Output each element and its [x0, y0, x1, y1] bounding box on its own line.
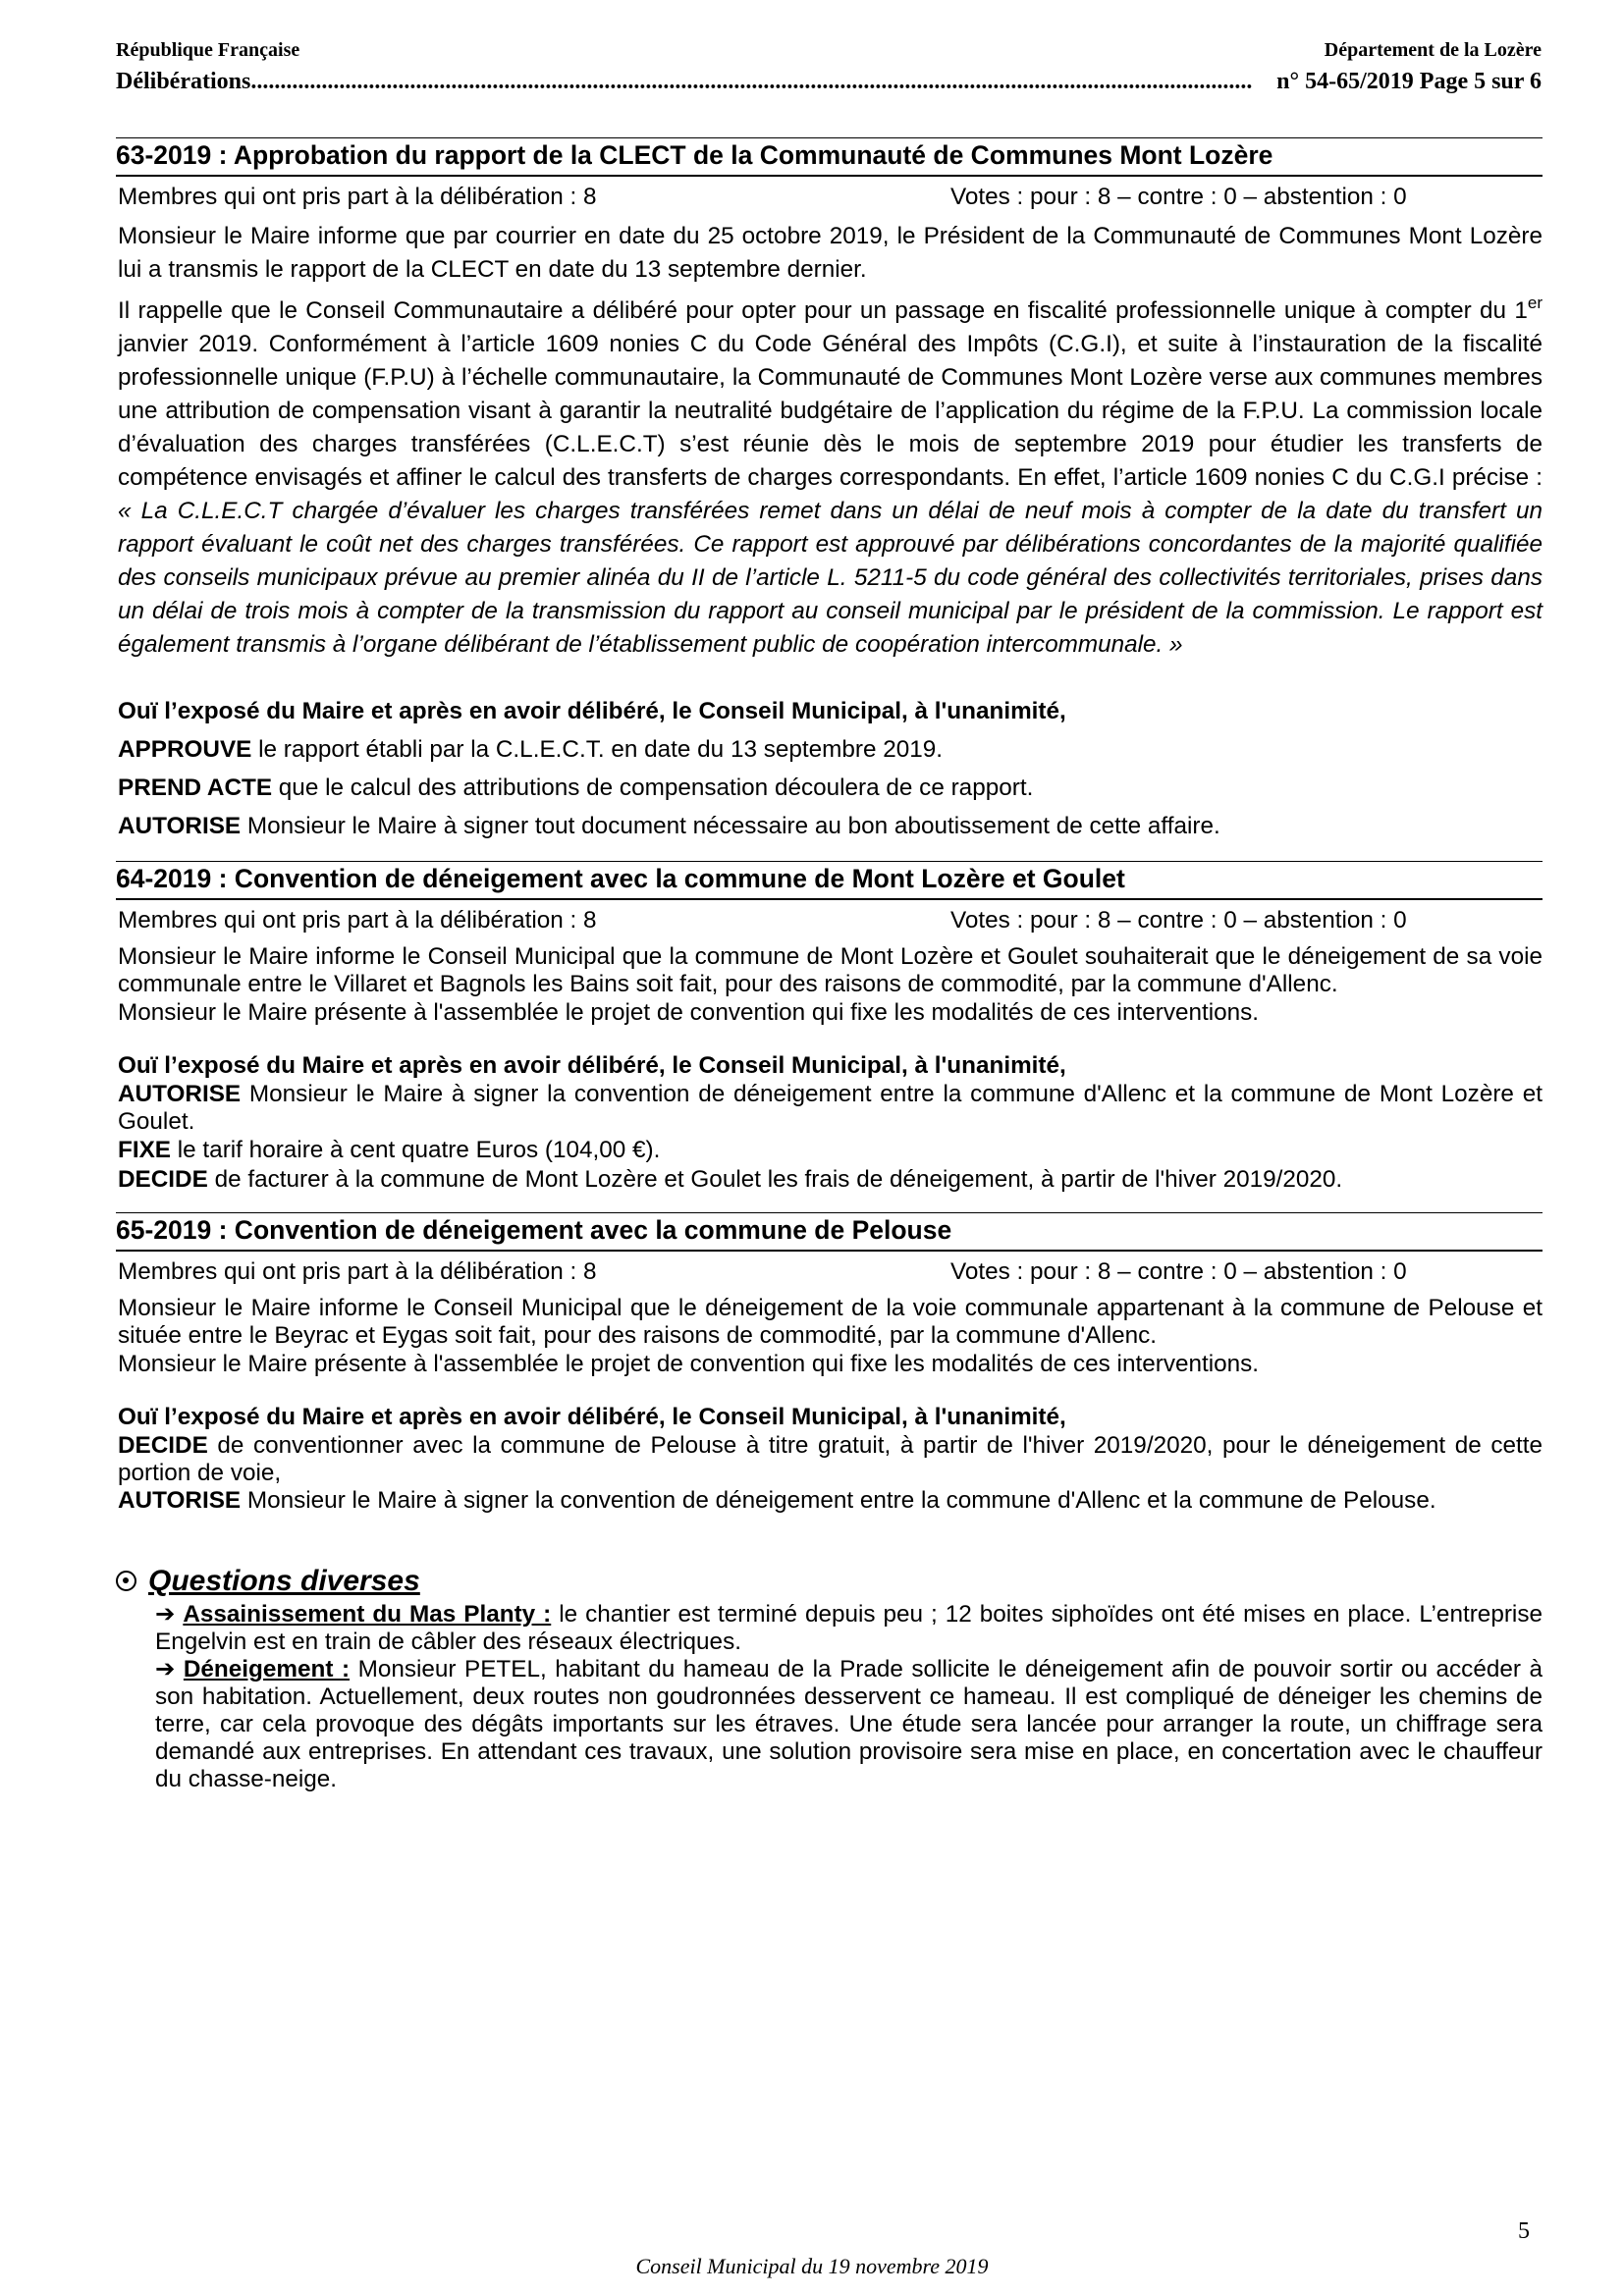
question-item: [118, 1601, 1543, 1656]
document-body: [116, 137, 1543, 1793]
question-text: le chantier est terminé depuis peu ; 12 boites siphoïdes ont été mises en place. L’entreprise Engelvin est en train de câbler des réseaux électriques.: [155, 1601, 1543, 1655]
decision-text: que le calcul des attributions de compensation découlera de ce rapport.: [272, 774, 1034, 801]
decision-item: [118, 733, 1543, 767]
decision-keyword: FIXE: [118, 1137, 172, 1163]
paragraph-text: Il rappelle que le Conseil Communautaire a délibéré pour opter pour un passage en fiscalité professionnelle unique à compter du 1: [118, 297, 1528, 324]
decision-keyword: DECIDE: [118, 1166, 208, 1193]
members-count: Membres qui ont pris part à la délibération : 8: [118, 184, 597, 210]
members-count: Membres qui ont pris part à la délibération : 8: [118, 907, 597, 934]
questions-diverses: [116, 1564, 1543, 1793]
questions-heading: [116, 1564, 1543, 1601]
paragraph: Monsieur le Maire informe le Conseil Municipal que le déneigement de la voie communale appartenant à la commune de Pelouse et située entre le Beyrac et Eygas soit fait, pour des raisons de commodité, par la commune d'Allenc.: [118, 1295, 1543, 1349]
decision-item: [118, 1432, 1543, 1487]
quote-text: « La C.L.E.C.T chargée d’évaluer les charges transférées remet dans un délai de neuf mois à compter de la date du transfert un rapport évaluant le coût net des charges transférées. Ce rapport est approuvé par délibérations concordantes de la majorité qualifiée des conseils municipaux prévue au premier alinéa du II de l’article L. 5211-5 du code général des collectivités territoriales, prises dans un délai de trois mois à compter de la transmission du rapport au conseil municipal par le président de la commission. Le rapport est également transmis à l’organe délibérant de l’établissement public de coopération intercommunale. »: [118, 498, 1543, 658]
decision-text: de conventionner avec la commune de Pelouse à titre gratuit, à partir de l'hiver 2019/2020, pour le déneigement de cette portion de voie,: [118, 1432, 1543, 1486]
question-label: Assainissement du Mas Planty :: [183, 1601, 552, 1628]
paragraph: Monsieur le Maire présente à l'assemblée le projet de convention qui fixe les modalités de ces interventions.: [118, 1351, 1260, 1377]
paragraph: [118, 294, 1543, 662]
decision-item: [118, 1136, 1543, 1165]
question-item: [118, 1656, 1543, 1793]
decision-text: le tarif horaire à cent quatre Euros (104,00 €).: [171, 1137, 661, 1163]
section-meta: [116, 181, 1543, 214]
circle-bullet-icon: [116, 1571, 136, 1591]
question-text: Monsieur PETEL, habitant du hameau de la Prade sollicite le déneigement afin de pouvoir sortir ou accéder à son habitation. Actuellement, deux routes non goudronnées desservent ce hameau. Il est compliqué de déneiger les chemins de terre, car cela provoque des dégâts importants sur les étraves. Une étude sera lancée pour arranger la route, un chiffrage sera demandé aux entreprises. En attendant ces travaux, une solution provisoire sera mise en place, en concertation avec le chauffeur du chasse-neige.: [155, 1656, 1543, 1792]
paragraph: Monsieur le Maire informe que par courrier en date du 25 octobre 2019, le Président de la Communauté de Communes Mont Lozère lui a transmis le rapport de la CLECT en date du 13 septembre dernier.: [118, 223, 1543, 283]
decision-text: de facturer à la commune de Mont Lozère et Goulet les frais de déneigement, à partir de l'hiver 2019/2020.: [207, 1166, 1343, 1193]
votes-summary: Votes : pour : 8 – contre : 0 – abstention : 0: [950, 907, 1407, 934]
paragraph: Monsieur le Maire présente à l'assemblée le projet de convention qui fixe les modalités de ces interventions.: [118, 999, 1260, 1026]
decision-item: [118, 1081, 1543, 1136]
section-meta: [116, 1255, 1543, 1289]
arrow-right-icon: ➔: [155, 1656, 176, 1682]
section-title: 65-2019 : Convention de déneigement avec la commune de Pelouse: [116, 1213, 1543, 1252]
section-meta: [116, 904, 1543, 937]
decision-item: [118, 810, 1543, 843]
section-title: 64-2019 : Convention de déneigement avec la commune de Mont Lozère et Goulet: [116, 862, 1543, 900]
deliberation-63: [116, 137, 1543, 843]
votes-summary: Votes : pour : 8 – contre : 0 – abstention : 0: [950, 1258, 1407, 1285]
decision-text: le rapport établi par la C.L.E.C.T. en date du 13 septembre 2019.: [251, 736, 944, 763]
decision-keyword: AUTORISE: [118, 813, 242, 839]
decision-item: [118, 772, 1543, 805]
page-number: 5: [1518, 2218, 1530, 2244]
deliberation-64: [116, 861, 1543, 1195]
decision-keyword: AUTORISE: [118, 1487, 242, 1514]
header-register: Délibérations: [116, 69, 251, 94]
header-dots: ..........................................................................................................................................................................: [250, 69, 1253, 94]
questions-title: Questions diverses: [148, 1565, 420, 1597]
decision-text: Monsieur le Maire à signer la convention de déneigement entre la commune d'Allenc et la commune de Mont Lozère et Goulet.: [118, 1081, 1543, 1135]
decision-keyword: PREND ACTE: [118, 774, 273, 801]
decision-text: Monsieur le Maire à signer tout document nécessaire au bon aboutissement de cette affaire.: [241, 813, 1220, 839]
deliberation-65: [116, 1212, 1543, 1515]
decision-keyword: APPROUVE: [118, 736, 252, 763]
page-footer: Conseil Municipal du 19 novembre 2019: [635, 2254, 989, 2278]
section-title: 63-2019 : Approbation du rapport de la CLECT de la Communauté de Communes Mont Lozère: [116, 138, 1543, 177]
superscript: er: [1527, 294, 1543, 312]
decision-item: [118, 1487, 1543, 1515]
arrow-right-icon: ➔: [155, 1601, 176, 1628]
question-label: Déneigement :: [183, 1656, 351, 1682]
decision-text: Monsieur le Maire à signer la convention de déneigement entre la commune d'Allenc et la commune de Pelouse.: [241, 1487, 1436, 1514]
decision-keyword: AUTORISE: [118, 1081, 242, 1107]
paragraph: Monsieur le Maire informe le Conseil Municipal que la commune de Mont Lozère et Goulet souhaiterait que le déneigement de sa voie communale entre le Villaret et Bagnols les Bains soit fait, pour des raisons de commodité, par la commune d'Allenc.: [118, 943, 1543, 997]
votes-summary: Votes : pour : 8 – contre : 0 – abstention : 0: [950, 184, 1407, 210]
header-ref: n° 54-65/2019 Page 5 sur 6: [1276, 69, 1542, 94]
decision-item: [118, 1165, 1543, 1195]
decision-intro: Ouï l’exposé du Maire et après en avoir délibéré, le Conseil Municipal, à l'unanimité,: [118, 1052, 1066, 1079]
header-department: Département de la Lozère: [1324, 39, 1542, 61]
paragraph-text: janvier 2019. Conformément à l’article 1609 nonies C du Code Général des Impôts (C.G.I), et suite à l’instauration de la fiscalité professionnelle unique (F.P.U) à l’échelle communautaire, la Communauté de Communes Mont Lozère verse aux communes membres une attribution de compensation visant à garantir la neutralité budgétaire de l’application du régime de la F.P.U. La commission locale d’évaluation des charges transférées (C.L.E.C.T) s’est réunie dès le mois de septembre 2019 pour étudier les transferts de compétence envisagés et affiner le calcul des transferts de charges correspondants. En effet, l’article 1609 nonies C du C.G.I précise :: [118, 331, 1543, 491]
decision-intro: Ouï l’exposé du Maire et après en avoir délibéré, le Conseil Municipal, à l'unanimité,: [118, 1404, 1066, 1430]
members-count: Membres qui ont pris part à la délibération : 8: [118, 1258, 597, 1285]
header-register-line: [116, 69, 1542, 95]
header-country: République Française: [116, 39, 300, 61]
decision-keyword: DECIDE: [118, 1432, 208, 1459]
decision-intro: Ouï l’exposé du Maire et après en avoir délibéré, le Conseil Municipal, à l'unanimité,: [118, 698, 1066, 724]
